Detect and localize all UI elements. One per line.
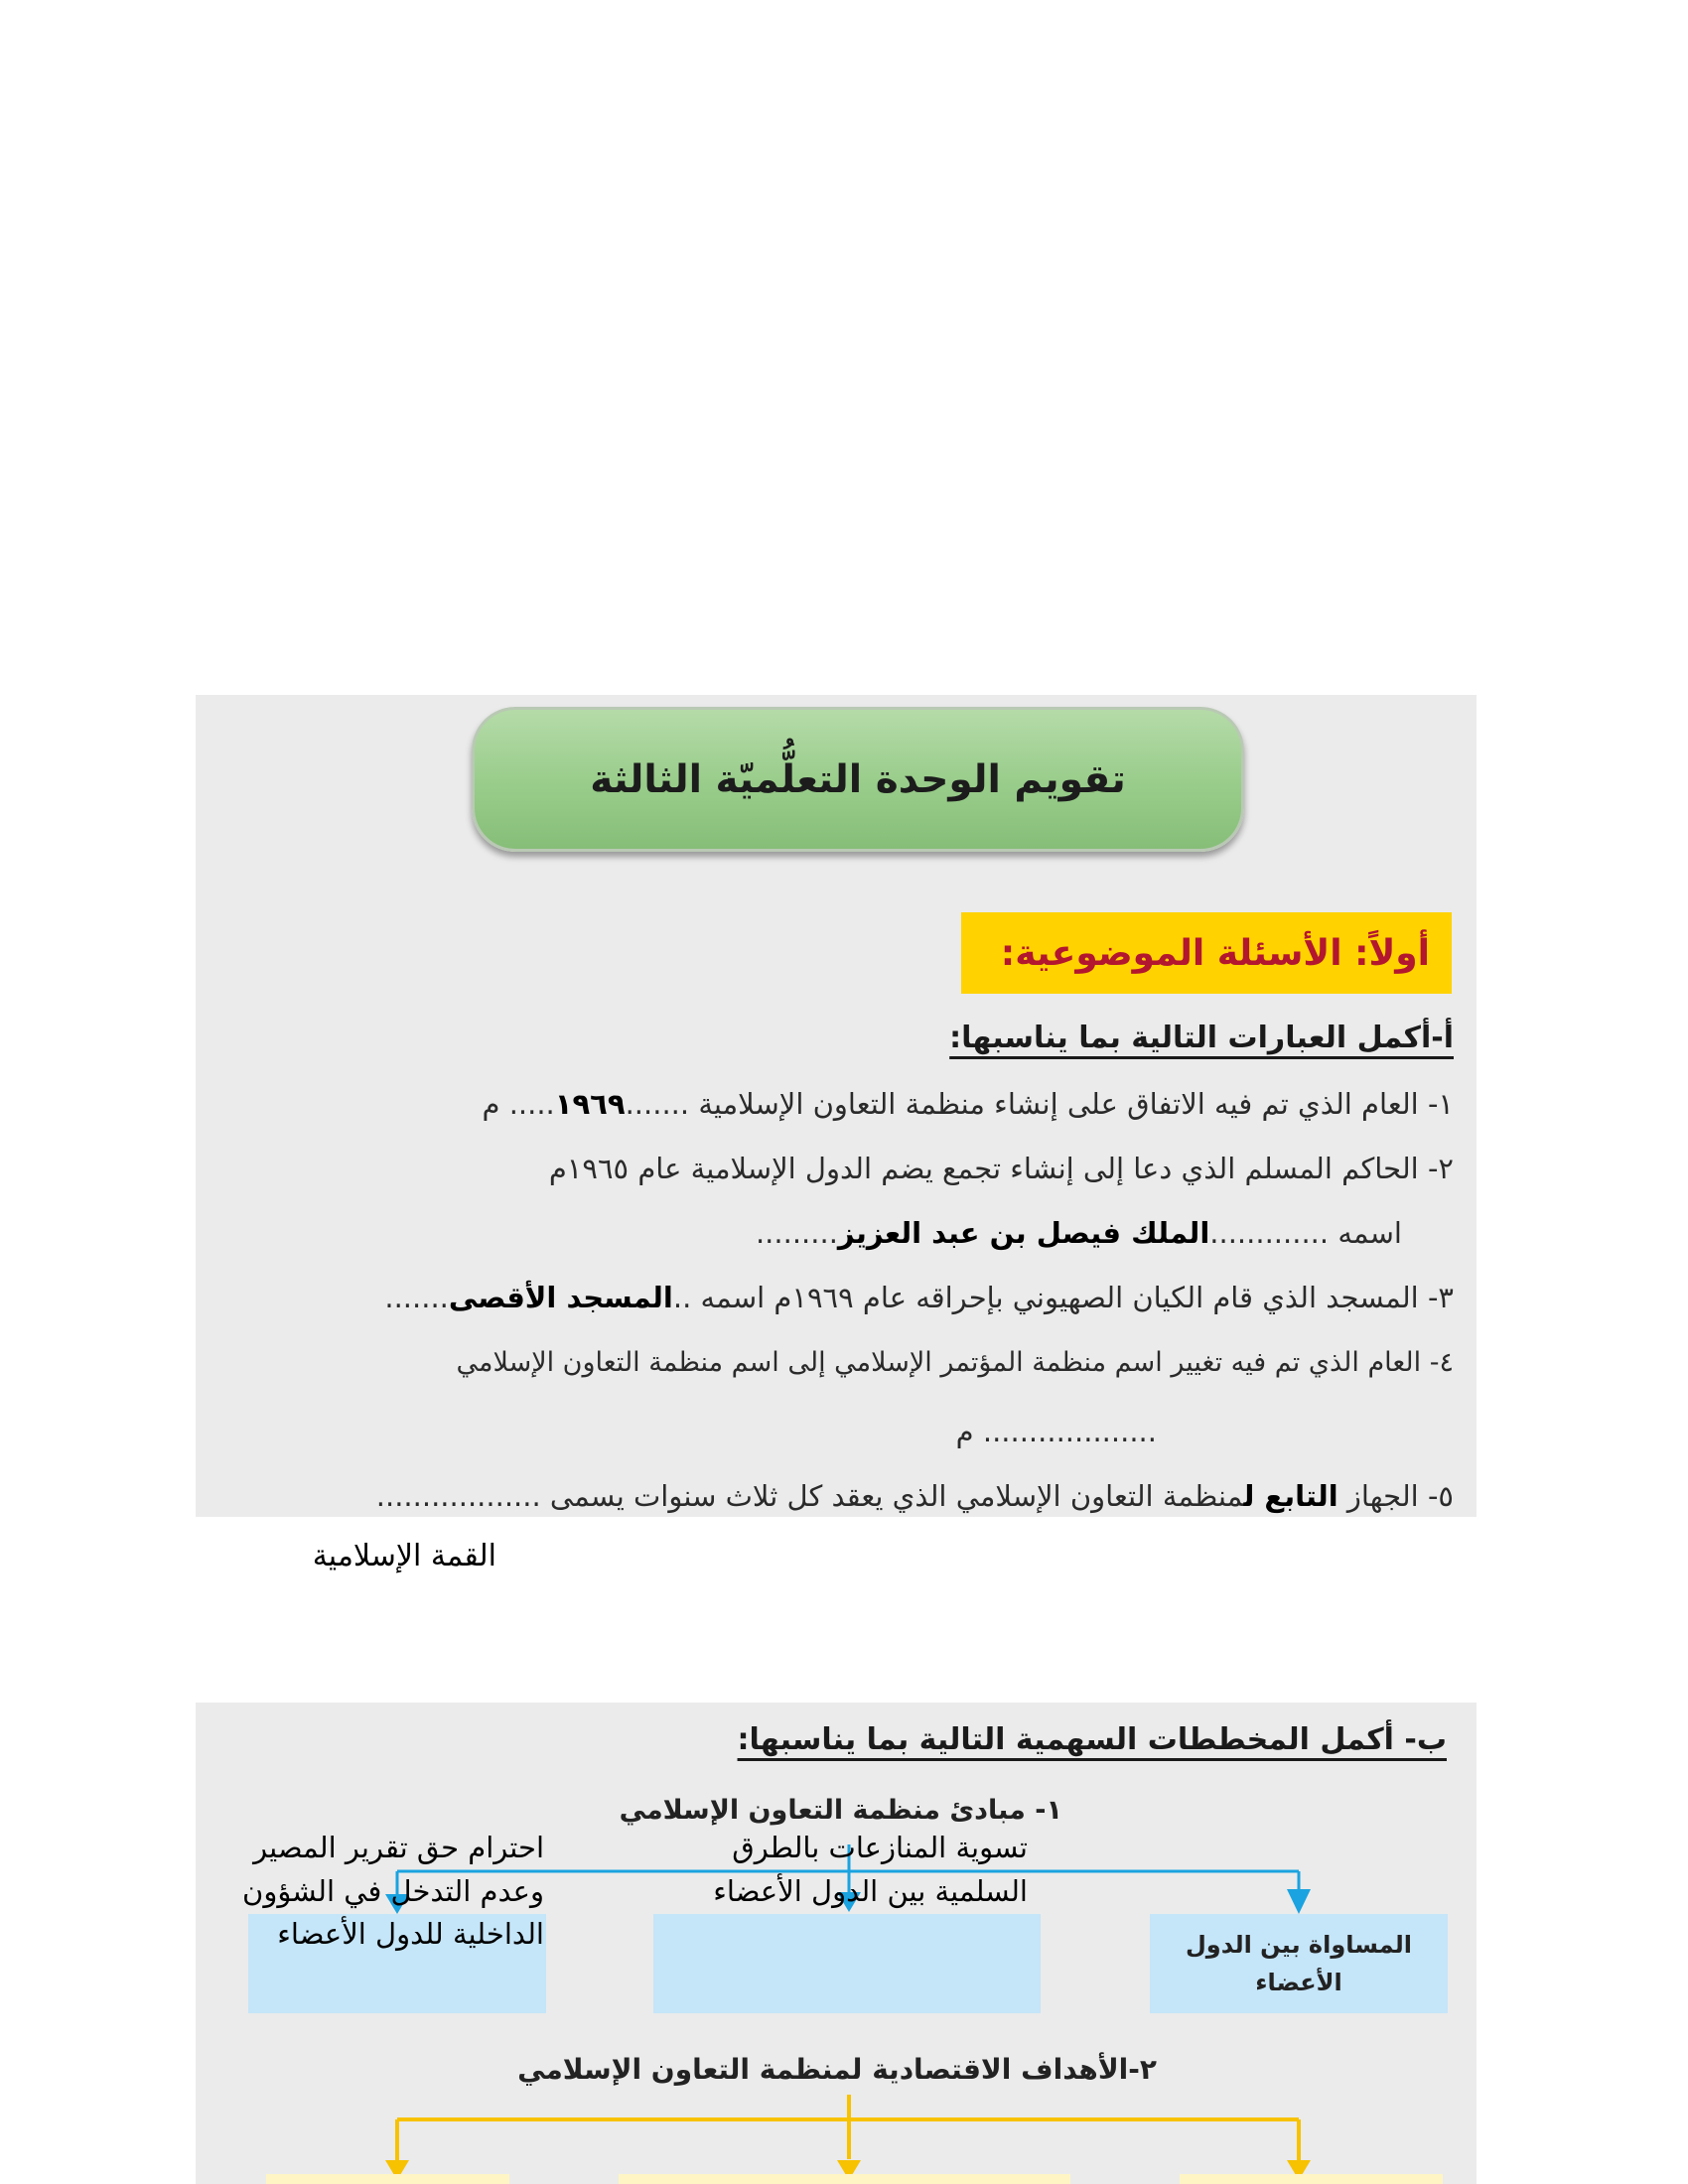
section-heading: أولاً: الأسئلة الموضوعية:	[1000, 932, 1430, 974]
question-3-text: ٣- المسجد الذي قام الكيان الصهيوني بإحراقه عام ١٩٦٩م اسمه ..	[672, 1281, 1454, 1314]
diagram-1-arrowhead-right	[1287, 1889, 1311, 1914]
diagram-1-answer-left-line-1: احترام حق تقرير المصير	[253, 1831, 544, 1864]
question-5-bold: التابع ل	[1243, 1479, 1338, 1513]
question-2-prefix: اسمه .............	[1209, 1216, 1402, 1250]
question-5-answer: القمة الإسلامية	[312, 1539, 496, 1573]
unit-title: تقويم الوحدة التعلُّميّة الثالثة	[590, 756, 1126, 802]
diagram-1-box-right	[1150, 1914, 1448, 2013]
diagram-1-answer-left-line-2: وعدم التدخل في الشؤون	[242, 1873, 544, 1908]
part-a-heading: أ-أكمل العبارات التالية بما يناسبها:	[949, 1021, 1454, 1055]
question-4-line-2: ................... م	[955, 1415, 1157, 1448]
diagram-1-box-right-text: المساواة بين الدول الأعضاء	[1185, 1930, 1413, 1996]
part-b-heading: ب- أكمل المخططات السهمية التالية بما يناسبها:	[737, 1722, 1447, 1757]
diagram-2-box-right	[1180, 2174, 1443, 2184]
question-5-rest: منظمة التعاون الإسلامي الذي يعقد كل ثلاث سنوات يسمى ..................	[375, 1479, 1244, 1513]
diagram-2-box-middle	[619, 2174, 1070, 2184]
diagram-2-title: ٢-الأهداف الاقتصادية لمنظمة التعاون الإسلامي	[517, 2053, 1157, 2086]
diagram-2-box-left	[266, 2174, 509, 2184]
question-3-tail: .......	[384, 1281, 449, 1314]
diagram-1-answer-middle-line-2: السلمية بين الدول الأعضاء	[713, 1873, 1028, 1908]
question-2-tail: .........	[755, 1216, 838, 1250]
question-5-prefix: ٥- الجهاز	[1346, 1479, 1454, 1513]
question-1-text: ١- العام الذي تم فيه الاتفاق على إنشاء منظمة التعاون الإسلامية .......	[625, 1087, 1454, 1121]
diagram-1-answer-middle-line-1: تسوية المنازعات بالطرق	[732, 1831, 1028, 1864]
diagram-1-answer-left	[242, 1827, 544, 1957]
question-4-line-1: ٤- العام الذي تم فيه تغيير اسم منظمة المؤتمر الإسلامي إلى اسم منظمة التعاون الإسلامي	[456, 1347, 1454, 1378]
diagram-1-box-middle	[653, 1914, 1041, 2013]
diagram-1-title: ١- مبادئ منظمة التعاون الإسلامي	[619, 1795, 1062, 1826]
question-2-line-1: ٢- الحاكم المسلم الذي دعا إلى إنشاء تجمع يضم الدول الإسلامية عام ١٩٦٥م	[548, 1152, 1454, 1185]
question-3-answer: المسجد الأقصى	[448, 1281, 673, 1314]
question-1-answer: ١٩٦٩	[554, 1087, 626, 1121]
diagram-1-answer-left-line-3: الداخلية للدول الأعضاء	[277, 1917, 544, 1951]
diagram-1-answer-middle	[713, 1827, 1028, 1913]
question-2-answer: الملك فيصل بن عبد العزيز	[837, 1216, 1210, 1250]
question-1-tail: ..... م	[482, 1087, 555, 1121]
